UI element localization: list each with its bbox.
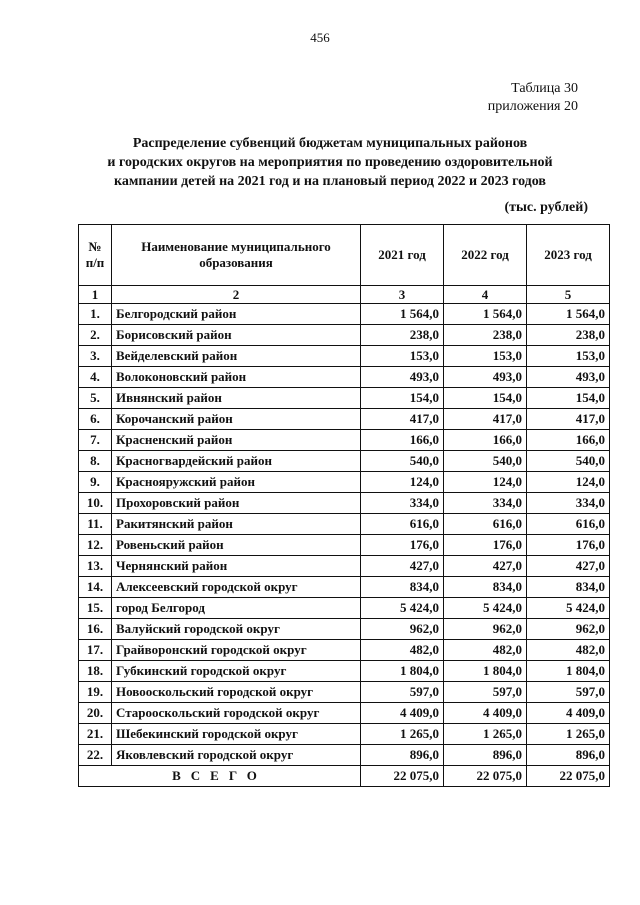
colnum-1: 1 — [79, 286, 112, 304]
row-number: 4. — [79, 367, 112, 388]
row-value-2022: 5 424,0 — [444, 598, 527, 619]
row-value-2023: 334,0 — [527, 493, 610, 514]
row-value-2023: 427,0 — [527, 556, 610, 577]
row-number: 3. — [79, 346, 112, 367]
row-value-2021: 166,0 — [361, 430, 444, 451]
row-value-2021: 4 409,0 — [361, 703, 444, 724]
row-value-2023: 482,0 — [527, 640, 610, 661]
row-value-2022: 417,0 — [444, 409, 527, 430]
table-row — [79, 430, 610, 451]
table-row — [79, 409, 610, 430]
row-name: Новооскольский городской округ — [112, 682, 361, 703]
row-value-2022: 166,0 — [444, 430, 527, 451]
row-value-2022: 896,0 — [444, 745, 527, 766]
row-value-2023: 896,0 — [527, 745, 610, 766]
row-value-2021: 417,0 — [361, 409, 444, 430]
row-number: 9. — [79, 472, 112, 493]
total-2023: 22 075,0 — [527, 766, 610, 787]
row-value-2021: 427,0 — [361, 556, 444, 577]
table-row — [79, 619, 610, 640]
row-number: 15. — [79, 598, 112, 619]
row-value-2023: 616,0 — [527, 514, 610, 535]
row-value-2022: 154,0 — [444, 388, 527, 409]
header-row — [79, 225, 610, 286]
row-value-2021: 154,0 — [361, 388, 444, 409]
row-value-2022: 238,0 — [444, 325, 527, 346]
row-name: Чернянский район — [112, 556, 361, 577]
row-value-2021: 238,0 — [361, 325, 444, 346]
row-name: Красненский район — [112, 430, 361, 451]
row-name: Волоконовский район — [112, 367, 361, 388]
row-value-2021: 493,0 — [361, 367, 444, 388]
table-row — [79, 451, 610, 472]
row-number: 1. — [79, 304, 112, 325]
total-2021: 22 075,0 — [361, 766, 444, 787]
subvention-table — [78, 224, 610, 787]
row-value-2023: 5 424,0 — [527, 598, 610, 619]
row-number: 11. — [79, 514, 112, 535]
row-name: Яковлевский городской округ — [112, 745, 361, 766]
table-row — [79, 640, 610, 661]
row-value-2021: 176,0 — [361, 535, 444, 556]
header-2023: 2023 год — [527, 225, 610, 286]
title-line3: кампании детей на 2021 год и на плановый период 2022 и 2023 годов — [114, 174, 546, 189]
row-value-2023: 493,0 — [527, 367, 610, 388]
row-value-2021: 334,0 — [361, 493, 444, 514]
row-value-2023: 153,0 — [527, 346, 610, 367]
row-number: 21. — [79, 724, 112, 745]
header-2022: 2022 год — [444, 225, 527, 286]
row-value-2023: 166,0 — [527, 430, 610, 451]
row-number: 12. — [79, 535, 112, 556]
row-value-2022: 540,0 — [444, 451, 527, 472]
row-value-2022: 124,0 — [444, 472, 527, 493]
row-number: 19. — [79, 682, 112, 703]
header-num: № п/п — [79, 225, 112, 286]
row-name: Ровеньский район — [112, 535, 361, 556]
page-number: 456 — [310, 30, 330, 45]
row-value-2021: 962,0 — [361, 619, 444, 640]
row-name: Красногвардейский район — [112, 451, 361, 472]
row-value-2021: 834,0 — [361, 577, 444, 598]
row-number: 5. — [79, 388, 112, 409]
row-value-2023: 1 265,0 — [527, 724, 610, 745]
row-number: 22. — [79, 745, 112, 766]
table-row — [79, 661, 610, 682]
colnum-5: 5 — [527, 286, 610, 304]
row-value-2022: 153,0 — [444, 346, 527, 367]
row-value-2022: 962,0 — [444, 619, 527, 640]
table-ref-line2: приложения 20 — [487, 99, 578, 114]
row-name: Алексеевский городской округ — [112, 577, 361, 598]
colnum-4: 4 — [444, 286, 527, 304]
total-2022: 22 075,0 — [444, 766, 527, 787]
row-value-2021: 616,0 — [361, 514, 444, 535]
title-line1: Распределение субвенций бюджетам муниципальных районов — [132, 136, 528, 151]
row-value-2023: 124,0 — [527, 472, 610, 493]
table-row — [79, 556, 610, 577]
row-value-2021: 1 564,0 — [361, 304, 444, 325]
table-row — [79, 682, 610, 703]
row-value-2023: 962,0 — [527, 619, 610, 640]
row-value-2023: 417,0 — [527, 409, 610, 430]
row-name: Ивнянский район — [112, 388, 361, 409]
table-row — [79, 745, 610, 766]
row-value-2021: 5 424,0 — [361, 598, 444, 619]
header-2021: 2021 год — [361, 225, 444, 286]
row-name: Грайворонский городской округ — [112, 640, 361, 661]
row-value-2022: 176,0 — [444, 535, 527, 556]
row-name: Краснояружский район — [112, 472, 361, 493]
row-value-2021: 597,0 — [361, 682, 444, 703]
table-ref-line1: Таблица 30 — [511, 81, 578, 96]
row-number: 2. — [79, 325, 112, 346]
row-value-2021: 540,0 — [361, 451, 444, 472]
row-number: 17. — [79, 640, 112, 661]
row-value-2022: 334,0 — [444, 493, 527, 514]
table-row — [79, 325, 610, 346]
row-number: 13. — [79, 556, 112, 577]
table-row — [79, 598, 610, 619]
row-value-2021: 482,0 — [361, 640, 444, 661]
row-value-2022: 1 804,0 — [444, 661, 527, 682]
row-name: Белгородский район — [112, 304, 361, 325]
row-value-2022: 616,0 — [444, 514, 527, 535]
row-value-2021: 1 804,0 — [361, 661, 444, 682]
table-row — [79, 535, 610, 556]
row-value-2023: 1 564,0 — [527, 304, 610, 325]
total-row — [79, 766, 610, 787]
table-row — [79, 304, 610, 325]
row-name: Корочанский район — [112, 409, 361, 430]
table-row — [79, 472, 610, 493]
table-row — [79, 703, 610, 724]
row-value-2022: 4 409,0 — [444, 703, 527, 724]
row-value-2022: 1 564,0 — [444, 304, 527, 325]
table-row — [79, 367, 610, 388]
row-value-2023: 597,0 — [527, 682, 610, 703]
row-value-2022: 1 265,0 — [444, 724, 527, 745]
row-number: 14. — [79, 577, 112, 598]
total-label: ВСЕГО — [79, 766, 361, 787]
row-number: 16. — [79, 619, 112, 640]
row-value-2022: 427,0 — [444, 556, 527, 577]
row-value-2023: 176,0 — [527, 535, 610, 556]
row-value-2021: 124,0 — [361, 472, 444, 493]
row-value-2022: 482,0 — [444, 640, 527, 661]
column-number-row — [79, 286, 610, 304]
row-value-2022: 597,0 — [444, 682, 527, 703]
colnum-2: 2 — [112, 286, 361, 304]
table-row — [79, 388, 610, 409]
table-row — [79, 577, 610, 598]
row-number: 7. — [79, 430, 112, 451]
row-value-2023: 834,0 — [527, 577, 610, 598]
row-name: Шебекинский городской округ — [112, 724, 361, 745]
row-name: город Белгород — [112, 598, 361, 619]
row-name: Ракитянский район — [112, 514, 361, 535]
row-value-2023: 540,0 — [527, 451, 610, 472]
units-label: (тыс. рублей) — [504, 200, 588, 215]
row-value-2023: 1 804,0 — [527, 661, 610, 682]
row-value-2023: 238,0 — [527, 325, 610, 346]
row-value-2021: 1 265,0 — [361, 724, 444, 745]
row-name: Прохоровский район — [112, 493, 361, 514]
row-number: 10. — [79, 493, 112, 514]
title-line2: и городских округов на мероприятия по проведению оздоровительной — [107, 155, 553, 170]
row-value-2021: 896,0 — [361, 745, 444, 766]
table-row — [79, 724, 610, 745]
row-number: 8. — [79, 451, 112, 472]
row-number: 18. — [79, 661, 112, 682]
table-row — [79, 346, 610, 367]
row-value-2023: 4 409,0 — [527, 703, 610, 724]
header-name: Наименование муниципального образования — [112, 225, 361, 286]
document-title — [60, 134, 600, 191]
table-row — [79, 493, 610, 514]
row-name: Валуйский городской округ — [112, 619, 361, 640]
table-reference — [488, 80, 578, 116]
row-value-2022: 834,0 — [444, 577, 527, 598]
row-value-2021: 153,0 — [361, 346, 444, 367]
row-name: Вейделевский район — [112, 346, 361, 367]
row-number: 6. — [79, 409, 112, 430]
row-name: Старооскольский городской округ — [112, 703, 361, 724]
row-name: Борисовский район — [112, 325, 361, 346]
row-number: 20. — [79, 703, 112, 724]
row-name: Губкинский городской округ — [112, 661, 361, 682]
row-value-2022: 493,0 — [444, 367, 527, 388]
table-row — [79, 514, 610, 535]
colnum-3: 3 — [361, 286, 444, 304]
row-value-2023: 154,0 — [527, 388, 610, 409]
